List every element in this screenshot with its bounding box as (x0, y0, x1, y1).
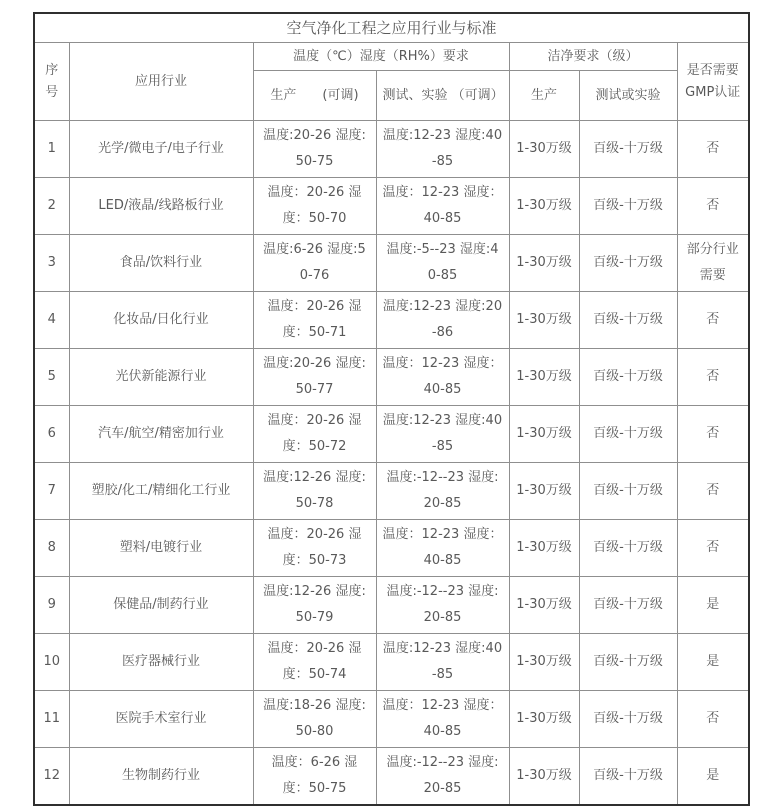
production-temp-humidity-cell: 温度:12-26 湿度:50-79 (253, 577, 376, 634)
table-row (34, 121, 749, 178)
production-cleanliness-cell: 1-30万级 (509, 349, 579, 406)
test-cleanliness-cell: 百级-十万级 (579, 349, 677, 406)
production-temp-humidity-cell: 温度：20-26 湿度：50-71 (253, 292, 376, 349)
test-temp-humidity-cell: 温度:12-23 湿度:40-85 (376, 121, 509, 178)
production-cleanliness-cell: 1-30万级 (509, 235, 579, 292)
page (33, 12, 750, 806)
subcol-header-test-or-experiment: 测试或实验 (579, 71, 677, 121)
test-temp-humidity-cell: 温度:-5--23 湿度:40-85 (376, 235, 509, 292)
production-temp-humidity-cell: 温度:20-26 湿度:50-77 (253, 349, 376, 406)
row-index-cell: 8 (34, 520, 69, 577)
table-row (34, 349, 749, 406)
test-temp-humidity-cell: 温度：12-23 湿度：40-85 (376, 178, 509, 235)
production-temp-humidity-cell: 温度：20-26 湿度：50-73 (253, 520, 376, 577)
production-cleanliness-cell: 1-30万级 (509, 691, 579, 748)
production-cleanliness-cell: 1-30万级 (509, 577, 579, 634)
production-temp-humidity-cell: 温度：20-26 湿度：50-74 (253, 634, 376, 691)
row-index-cell: 2 (34, 178, 69, 235)
table-body (34, 121, 749, 806)
test-cleanliness-cell: 百级-十万级 (579, 748, 677, 806)
production-cleanliness-cell: 1-30万级 (509, 634, 579, 691)
production-temp-humidity-cell: 温度:6-26 湿度:50-76 (253, 235, 376, 292)
row-index-cell: 12 (34, 748, 69, 806)
test-cleanliness-cell: 百级-十万级 (579, 520, 677, 577)
industry-cell: 光伏新能源行业 (69, 349, 253, 406)
row-index-cell: 7 (34, 463, 69, 520)
industry-cell: 保健品/制药行业 (69, 577, 253, 634)
industry-cell: 医疗器械行业 (69, 634, 253, 691)
gmp-certification-cell: 否 (677, 349, 749, 406)
industry-cell: 塑料/电镀行业 (69, 520, 253, 577)
test-temp-humidity-cell: 温度:-12--23 湿度:20-85 (376, 463, 509, 520)
production-temp-humidity-cell: 温度:20-26 湿度:50-75 (253, 121, 376, 178)
subcol-header-test-adjustable: 测试、实验 （可调） (376, 71, 509, 121)
gmp-certification-cell: 否 (677, 121, 749, 178)
col-header-temp-humidity: 温度（℃）湿度（RH%）要求 (253, 43, 509, 71)
production-temp-humidity-cell: 温度:12-26 湿度:50-78 (253, 463, 376, 520)
production-temp-humidity-cell: 温度:18-26 湿度:50-80 (253, 691, 376, 748)
test-temp-humidity-cell: 温度:-12--23 湿度:20-85 (376, 577, 509, 634)
test-temp-humidity-cell: 温度:12-23 湿度:40-85 (376, 634, 509, 691)
col-header-cleanliness: 洁净要求（级） (509, 43, 677, 71)
table-row (34, 463, 749, 520)
gmp-certification-cell: 否 (677, 520, 749, 577)
table-row (34, 178, 749, 235)
subcol-header-production: 生产 (509, 71, 579, 121)
table-row (34, 292, 749, 349)
test-cleanliness-cell: 百级-十万级 (579, 178, 677, 235)
gmp-certification-cell: 否 (677, 178, 749, 235)
table-row (34, 406, 749, 463)
production-temp-humidity-cell: 温度：20-26 湿度：50-72 (253, 406, 376, 463)
row-index-cell: 11 (34, 691, 69, 748)
col-header-gmp: 是否需要GMP认证 (677, 43, 749, 121)
test-cleanliness-cell: 百级-十万级 (579, 691, 677, 748)
production-cleanliness-cell: 1-30万级 (509, 121, 579, 178)
test-cleanliness-cell: 百级-十万级 (579, 292, 677, 349)
row-index-cell: 9 (34, 577, 69, 634)
table-title: 空气净化工程之应用行业与标准 (34, 13, 749, 43)
row-index-cell: 10 (34, 634, 69, 691)
production-cleanliness-cell: 1-30万级 (509, 463, 579, 520)
gmp-certification-cell: 部分行业需要 (677, 235, 749, 292)
industry-cell: LED/液晶/线路板行业 (69, 178, 253, 235)
gmp-certification-cell: 是 (677, 634, 749, 691)
production-temp-humidity-cell: 温度：20-26 湿度：50-70 (253, 178, 376, 235)
gmp-certification-cell: 否 (677, 463, 749, 520)
table-row (34, 577, 749, 634)
table-row (34, 691, 749, 748)
row-index-cell: 1 (34, 121, 69, 178)
industry-cell: 医院手术室行业 (69, 691, 253, 748)
test-cleanliness-cell: 百级-十万级 (579, 463, 677, 520)
test-temp-humidity-cell: 温度:12-23 湿度:40-85 (376, 406, 509, 463)
row-index-cell: 5 (34, 349, 69, 406)
col-header-industry: 应用行业 (69, 43, 253, 121)
test-temp-humidity-cell: 温度：12-23 湿度：40-85 (376, 691, 509, 748)
production-cleanliness-cell: 1-30万级 (509, 748, 579, 806)
table-row (34, 634, 749, 691)
header-row-groups (34, 43, 749, 71)
test-temp-humidity-cell: 温度:12-23 湿度:20-86 (376, 292, 509, 349)
col-header-index: 序号 (34, 43, 69, 121)
production-cleanliness-cell: 1-30万级 (509, 406, 579, 463)
production-cleanliness-cell: 1-30万级 (509, 292, 579, 349)
test-cleanliness-cell: 百级-十万级 (579, 634, 677, 691)
table-row (34, 520, 749, 577)
gmp-certification-cell: 是 (677, 748, 749, 806)
table-header (34, 13, 749, 121)
industry-cell: 化妆品/日化行业 (69, 292, 253, 349)
industry-cell: 汽车/航空/精密加行业 (69, 406, 253, 463)
test-cleanliness-cell: 百级-十万级 (579, 235, 677, 292)
industry-cell: 食品/饮料行业 (69, 235, 253, 292)
test-cleanliness-cell: 百级-十万级 (579, 121, 677, 178)
production-cleanliness-cell: 1-30万级 (509, 520, 579, 577)
industry-cell: 塑胶/化工/精细化工行业 (69, 463, 253, 520)
row-index-cell: 6 (34, 406, 69, 463)
industry-cell: 生物制药行业 (69, 748, 253, 806)
test-cleanliness-cell: 百级-十万级 (579, 577, 677, 634)
air-purification-standards-table (33, 12, 750, 806)
table-row (34, 748, 749, 806)
title-row (34, 13, 749, 43)
production-temp-humidity-cell: 温度：6-26 湿度：50-75 (253, 748, 376, 806)
gmp-certification-cell: 是 (677, 577, 749, 634)
production-cleanliness-cell: 1-30万级 (509, 178, 579, 235)
row-index-cell: 3 (34, 235, 69, 292)
test-temp-humidity-cell: 温度：12-23 湿度：40-85 (376, 349, 509, 406)
row-index-cell: 4 (34, 292, 69, 349)
test-temp-humidity-cell: 温度：12-23 湿度：40-85 (376, 520, 509, 577)
test-temp-humidity-cell: 温度:-12--23 湿度:20-85 (376, 748, 509, 806)
gmp-certification-cell: 否 (677, 406, 749, 463)
test-cleanliness-cell: 百级-十万级 (579, 406, 677, 463)
gmp-certification-cell: 否 (677, 292, 749, 349)
subcol-header-production-adjustable: 生产 (可调) (253, 71, 376, 121)
table-row (34, 235, 749, 292)
gmp-certification-cell: 否 (677, 691, 749, 748)
industry-cell: 光学/微电子/电子行业 (69, 121, 253, 178)
